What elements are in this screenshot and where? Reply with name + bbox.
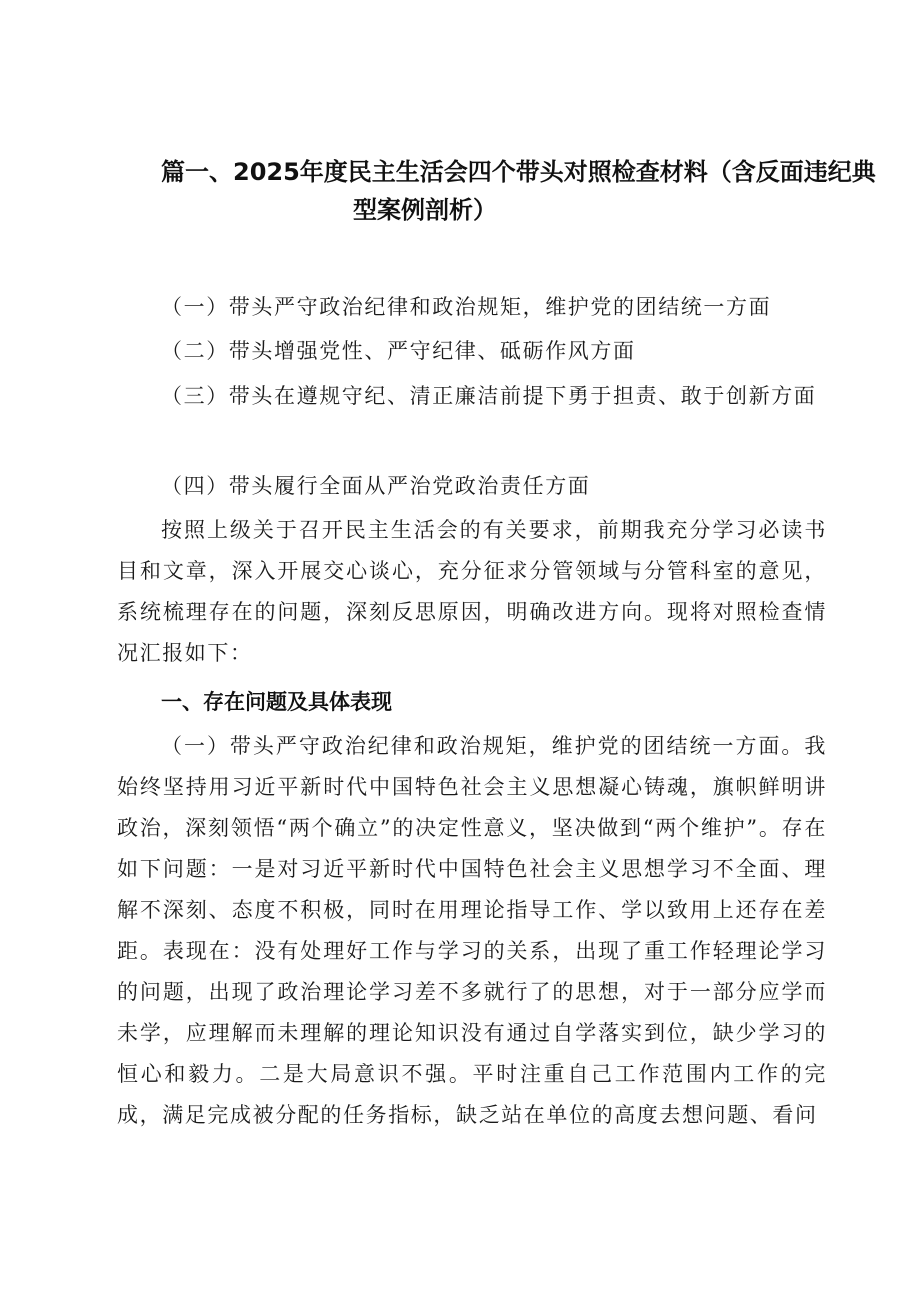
toc-item-2: （二）带头增强党性、严守纪律、砥砺作风方面 <box>161 339 636 363</box>
section-heading-1: 一、存在问题及具体表现 <box>161 690 392 714</box>
toc-item-4: （四）带头履行全面从严治党政治责任方面 <box>161 474 591 498</box>
toc-item-1: （一）带头严守政治纪律和政治规矩，维护党的团结统一方面 <box>161 295 772 319</box>
document-title-line-1: 篇一、2025年度民主生活会四个带头对照检查材料（含反面违纪典 <box>161 158 876 186</box>
toc-item-3: （三）带头在遵规守纪、清正廉洁前提下勇于担责、敢于创新方面 <box>161 384 817 408</box>
document-title-line-2: 型案例剖析） <box>353 196 497 224</box>
section-1-paragraph: （一）带头严守政治纪律和政治规矩，维护党的团结统一方面。我始终坚持用习近平新时代中国特色社会主义思想凝心铸魂，旗帜鲜明讲政治，深刻领悟“两个确立”的决定性意义，坚决做到“两个维护”。存在如下问题：一是对习近平新时代中国特色社会主义思想学习不全面、理解不深刻、态度不积极，同时在用理论指导工作、学以致用上还存在差距。表现在：没有处理好工作与学习的关系，出现了重工作轻理论学习的问题，出现了政治理论学习差不多就行了的思想，对于一部分应学而未学，应理解而未理解的理论知识没有通过自学落实到位，缺少学习的恒心和毅力。二是大局意识不强。平时注重自己工作范围内工作的完成，满足完成被分配的任务指标，缺乏站在单位的高度去想问题、看问 <box>117 734 827 1127</box>
intro-paragraph: 按照上级关于召开民主生活会的有关要求，前期我充分学习必读书目和文章，深入开展交心谈心，充分征求分管领域与分管科室的意见，系统梳理存在的问题，深刻反思原因，明确改进方向。现将对照检查情况汇报如下： <box>117 518 827 665</box>
